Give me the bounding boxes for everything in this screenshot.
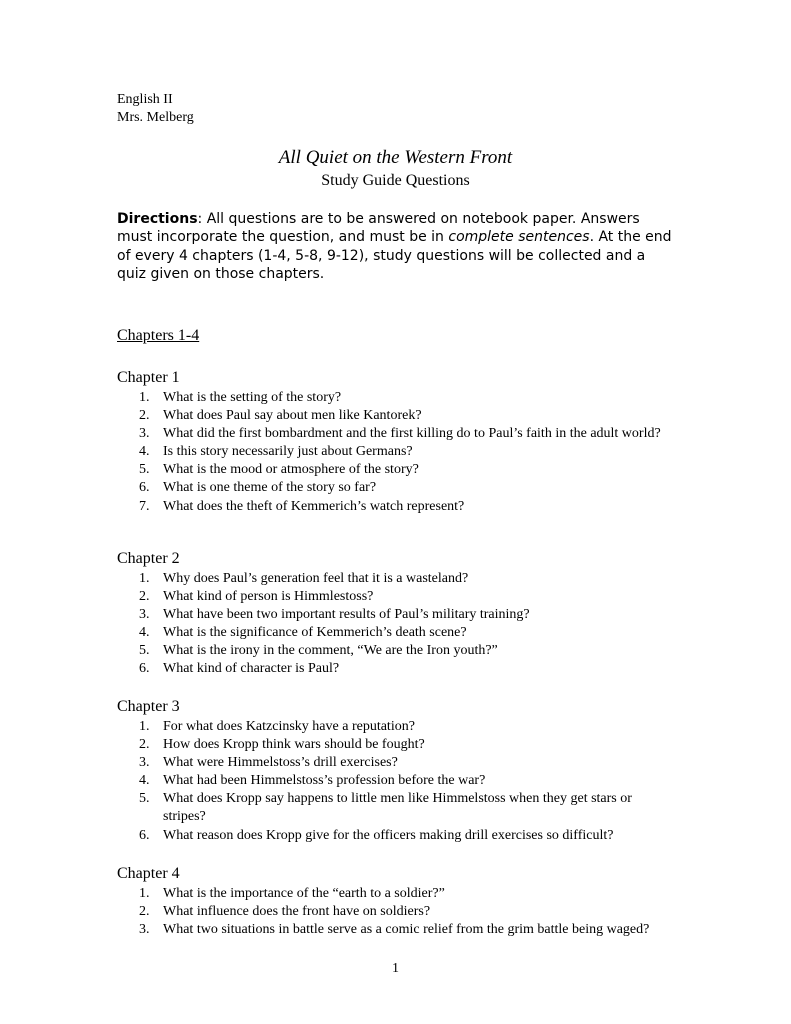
question-item: [117, 660, 677, 678]
question-item: [117, 606, 677, 624]
question-item: [117, 827, 677, 845]
question-text: What is the importance of the “earth to a soldier?”: [163, 886, 445, 901]
question-text: What is the mood or atmosphere of the story?: [163, 462, 419, 478]
directions-text-1: : All questions are to be answered on notebook paper. Answers must incorporate the question, and must be in: [117, 211, 640, 246]
chapter-section-2: [117, 549, 677, 679]
question-list: [117, 389, 677, 516]
question-number: 5.: [139, 791, 150, 807]
question-list: [117, 885, 677, 939]
question-number: 4.: [139, 773, 150, 789]
directions-emphasis: complete sentences: [448, 229, 590, 246]
question-text: Why does Paul’s generation feel that it is a wasteland?: [163, 571, 469, 586]
chapter-title: Chapter 3: [117, 698, 180, 715]
question-text: How does Kropp think wars should be fought?: [163, 737, 425, 753]
question-number: 3.: [139, 922, 150, 938]
question-number: 6.: [139, 661, 150, 677]
chapter-group-title: Chapters 1-4: [117, 327, 200, 344]
question-number: 6.: [139, 827, 150, 843]
question-number: 7.: [139, 498, 150, 514]
document-title: All Quiet on the Western Front: [278, 147, 513, 168]
question-number: 3.: [139, 755, 150, 771]
question-number: 4.: [139, 444, 150, 460]
question-text: What is the irony in the comment, “We are the Iron youth?”: [163, 643, 498, 659]
chapter-section-1: [117, 368, 677, 516]
question-text: For what does Katzcinsky have a reputation?: [163, 719, 415, 734]
question-number: 2.: [139, 408, 150, 424]
question-list: [117, 718, 677, 845]
question-text: What two situations in battle serve as a comic relief from the grim battle being waged?: [163, 922, 650, 938]
question-text: What influence does the front have on soldiers?: [163, 904, 431, 920]
question-item: [117, 389, 677, 407]
question-text: What were Himmelstoss’s drill exercises?: [163, 755, 398, 771]
question-item: [117, 718, 677, 736]
question-text: What does Kropp say happens to little men like Himmelstoss when they get stars or stripes?: [163, 791, 632, 825]
chapter-title: Chapter 4: [117, 865, 180, 882]
chapter-title: Chapter 2: [117, 550, 180, 567]
question-number: 1.: [139, 886, 150, 901]
question-item: [117, 790, 677, 826]
course-name: English II: [117, 92, 173, 107]
question-item: [117, 443, 677, 461]
question-text: What reason does Kropp give for the officers making drill exercises so difficult?: [163, 827, 614, 843]
question-item: [117, 425, 677, 443]
question-item: [117, 736, 677, 754]
question-list: [117, 570, 677, 679]
question-text: What is the setting of the story?: [163, 390, 342, 405]
document-subtitle: Study Guide Questions: [321, 172, 470, 189]
teacher-name: Mrs. Melberg: [117, 110, 194, 125]
question-item: [117, 407, 677, 425]
question-number: 1.: [139, 390, 150, 405]
question-number: 3.: [139, 607, 150, 623]
question-number: 1.: [139, 571, 150, 586]
question-item: [117, 921, 677, 939]
question-item: [117, 624, 677, 642]
directions-paragraph: [117, 210, 677, 284]
chapter-title: Chapter 1: [117, 369, 180, 386]
directions-text-2: . At the end of every 4 chapters (1-4, 5-8, 9-12), study questions will be collected and a quiz given on those chapters.: [117, 229, 672, 283]
question-item: [117, 588, 677, 606]
question-item: [117, 461, 677, 479]
question-text: What is the significance of Kemmerich’s death scene?: [163, 625, 467, 641]
question-item: [117, 885, 677, 903]
question-item: [117, 772, 677, 790]
directions-label: Directions: [117, 211, 198, 227]
question-number: 5.: [139, 462, 150, 478]
question-item: [117, 903, 677, 921]
question-item: [117, 479, 677, 497]
question-number: 3.: [139, 426, 150, 442]
question-item: [117, 498, 677, 516]
question-text: What kind of person is Himmlestoss?: [163, 589, 374, 605]
question-number: 5.: [139, 643, 150, 659]
question-item: [117, 754, 677, 772]
question-text: What had been Himmelstoss’s profession before the war?: [163, 773, 486, 789]
question-number: 6.: [139, 480, 150, 496]
question-text: What does Paul say about men like Kantorek?: [163, 408, 422, 424]
chapter-section-4: [117, 864, 677, 939]
chapter-section-3: [117, 697, 677, 845]
page-number: 1: [392, 961, 399, 976]
question-text: Is this story necessarily just about Germans?: [163, 444, 413, 460]
question-text: What is one theme of the story so far?: [163, 480, 377, 496]
question-number: 1.: [139, 719, 150, 734]
question-number: 4.: [139, 625, 150, 641]
question-text: What does the theft of Kemmerich’s watch represent?: [163, 498, 465, 514]
question-text: What kind of character is Paul?: [163, 661, 340, 677]
question-text: What have been two important results of Paul’s military training?: [163, 607, 530, 623]
question-item: [117, 570, 677, 588]
question-number: 2.: [139, 904, 150, 920]
question-number: 2.: [139, 589, 150, 605]
question-text: What did the first bombardment and the first killing do to Paul’s faith in the adult world?: [163, 426, 661, 442]
question-item: [117, 642, 677, 660]
question-number: 2.: [139, 737, 150, 753]
header-block: [117, 91, 194, 127]
